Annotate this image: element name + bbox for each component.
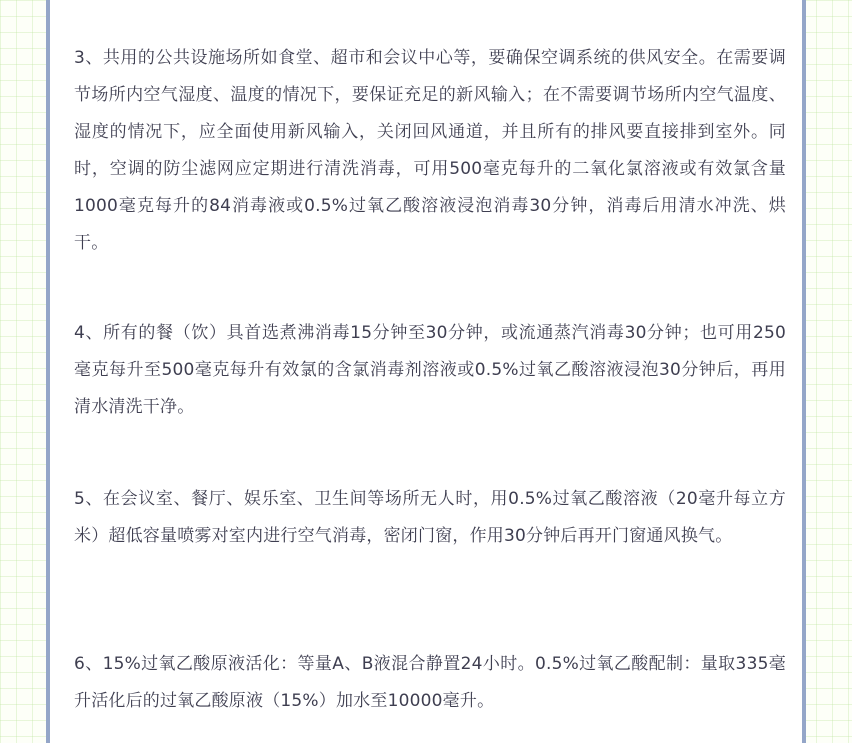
paragraph-item-5: 5、在会议室、餐厅、娱乐室、卫生间等场所无人时，用0.5%过氧乙酸溶液（20毫升每立方米）超低容量喷雾对室内进行空气消毒，密闭门窗，作用30分钟后再开门窗通风换气。 xyxy=(74,489,786,546)
paragraph-item-4: 4、所有的餐（饮）具首选煮沸消毒15分钟至30分钟，或流通蒸汽消毒30分钟；也可用250毫克每升至500毫克每升有效氯的含氯消毒剂溶液或0.5%过氧乙酸溶液浸泡30分钟后，再用清水清洗干净。 xyxy=(74,323,786,417)
paragraph-item-6: 6、15%过氧乙酸原液活化：等量A、B液混合静置24小时。0.5%过氧乙酸配制：量取335毫升活化后的过氧乙酸原液（15%）加水至10000毫升。 xyxy=(74,654,786,711)
paragraph-item-3: 3、共用的公共设施场所如食堂、超市和会议中心等，要确保空调系统的供风安全。在需要调节场所内空气湿度、温度的情况下，要保证充足的新风输入；在不需要调节场所内空气温度、湿度的情况下，应全面使用新风输入，关闭回风通道，并且所有的排风要直接排到室外。同时，空调的防尘滤网应定期进行清洗消毒，可用500毫克每升的二氧化氯溶液或有效氯含量1000毫克每升的84消毒液或0.5%过氧乙酸溶液浸泡消毒30分钟，消毒后用清水冲洗、烘干。 xyxy=(74,48,786,253)
article-panel xyxy=(46,0,806,743)
